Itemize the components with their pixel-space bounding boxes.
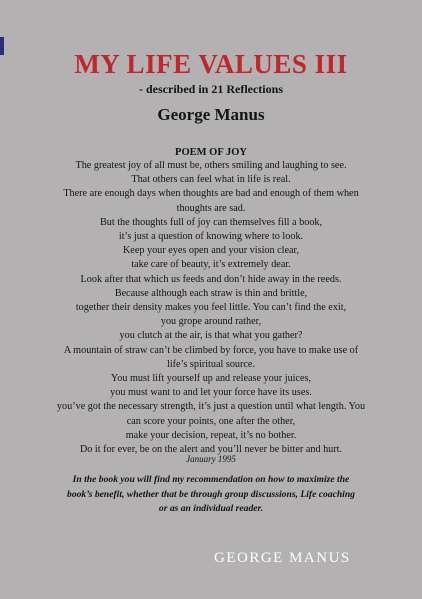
- poem-line: Look after that which us feeds and don’t hide away in the reeds.: [80, 273, 342, 285]
- poem-line: together their density makes you feel little. You can’t find the exit,: [75, 302, 347, 314]
- poem-line: That others can feel what in life is real.: [131, 174, 291, 186]
- poem-line: There are enough days when thoughts are bad and enough of them when thoughts are sad.: [63, 188, 359, 214]
- poem-line: A mountain of straw can’t be climbed by force, you have to make use of life’s spiritual source.: [63, 344, 359, 370]
- poem-line: you clutch at the air, is that what you gather?: [119, 330, 303, 342]
- poem-line: But the thoughts full of joy can themselves fill a book,: [99, 216, 323, 228]
- recommendation-text: In the book you will find my recommendation on how to maximize the book’s benefit, whether that be through group discussions, Life coaching or as an individual reader.: [67, 474, 355, 514]
- book-title: MY LIFE VALUES III: [74, 49, 348, 79]
- poem-line: make your decision, repeat, it’s no bother.: [125, 429, 297, 441]
- poem-line: you must want to and let your force have its uses.: [110, 387, 312, 399]
- poem-body: [56, 159, 366, 457]
- poem-line: The greatest joy of all must be, others smiling and laughing to see.: [75, 160, 347, 171]
- poem-line: Do it for ever, be on the alert and you’ll never be bitter and hurt.: [79, 444, 343, 456]
- poem-line: Keep your eyes open and your vision clear,: [122, 245, 300, 257]
- poem-line: You must lift yourself up and release your juices,: [110, 373, 312, 385]
- poem-line: you grope around rather,: [160, 316, 262, 328]
- poem-line: it’s just a question of knowing where to look.: [118, 231, 304, 243]
- poem-date: January 1995: [186, 454, 236, 464]
- author-name: George Manus: [157, 105, 265, 124]
- poem-line: you’ve got the necessary strength, it’s just a question until what length. You can score your points, one after the other,: [56, 401, 366, 427]
- poem-title: POEM OF JOY: [175, 147, 247, 158]
- book-subtitle: - described in 21 Reflections: [139, 82, 283, 96]
- poem-line: Because although each straw is thin and brittle,: [114, 287, 308, 299]
- footer-author-name: GEORGE MANUS: [214, 550, 351, 566]
- poem-line: take care of beauty, it’s extremely dear.: [131, 259, 291, 271]
